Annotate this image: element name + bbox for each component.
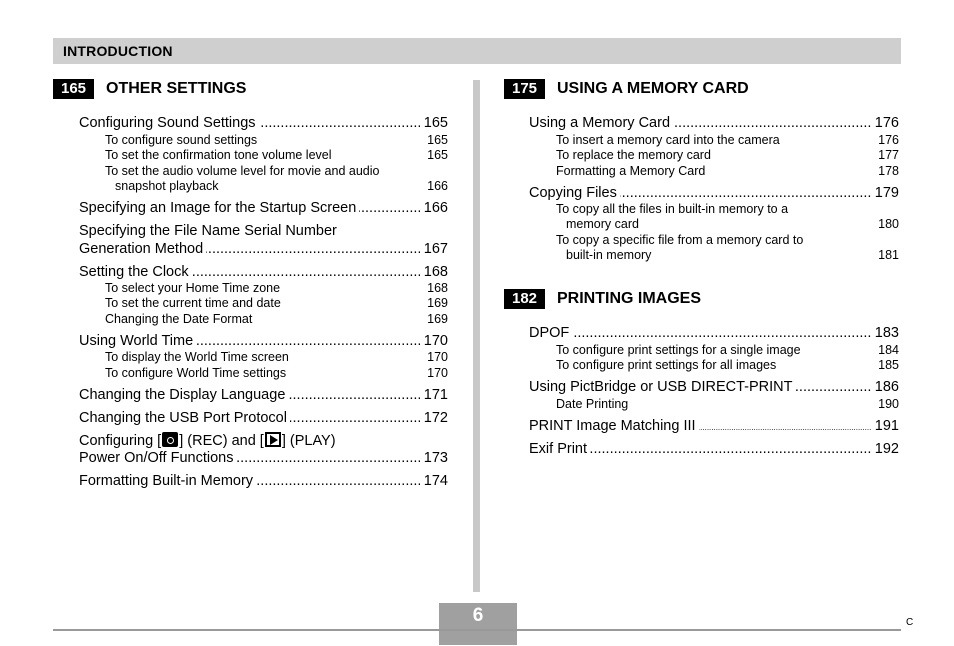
toc-entry-continued[interactable] bbox=[79, 450, 448, 468]
toc-subentry[interactable] bbox=[556, 397, 899, 412]
toc-entry-page: 178 bbox=[874, 164, 899, 178]
toc-entry-page: 177 bbox=[874, 148, 899, 162]
corner-mark: C bbox=[906, 617, 914, 628]
toc-entry-page: 183 bbox=[871, 325, 899, 341]
section-page-badge: 175 bbox=[504, 79, 545, 99]
section-title: USING A MEMORY CARD bbox=[557, 80, 749, 97]
toc-entry-page: 179 bbox=[871, 185, 899, 201]
toc-entry-label: Exif Print bbox=[529, 441, 590, 457]
toc-entry-label: Using PictBridge or USB DIRECT-PRINT bbox=[529, 379, 795, 395]
toc-entry-page: 169 bbox=[423, 296, 448, 310]
toc-subentry[interactable] bbox=[105, 148, 448, 163]
toc-entry-label: Configuring Sound Settings bbox=[79, 115, 259, 131]
toc-entry-label: To insert a memory card into the camera bbox=[556, 133, 783, 147]
toc-entry-page: 168 bbox=[423, 281, 448, 295]
toc-entry-page: 191 bbox=[871, 418, 899, 434]
toc-entry-page: 171 bbox=[420, 387, 448, 403]
toc-entry[interactable] bbox=[79, 387, 448, 405]
toc-entry[interactable] bbox=[79, 115, 448, 133]
column-divider bbox=[473, 80, 480, 592]
toc-entry-page: 180 bbox=[874, 217, 899, 231]
toc-entry-label: DPOF bbox=[529, 325, 572, 341]
toc-entry-label: To set the confirmation tone volume level bbox=[105, 148, 335, 162]
toc-subentry[interactable] bbox=[105, 133, 448, 148]
toc-entry-label: Changing the USB Port Protocol bbox=[79, 410, 290, 426]
toc-entry-page: 174 bbox=[420, 473, 448, 489]
toc-entry-label: Formatting a Memory Card bbox=[556, 164, 708, 178]
section-page-badge: 182 bbox=[504, 289, 545, 309]
toc-subentry[interactable] bbox=[556, 202, 899, 217]
toc-entry-page: 165 bbox=[420, 115, 448, 131]
toc-entry-page: 181 bbox=[874, 248, 899, 262]
toc-subentry-continued[interactable] bbox=[115, 179, 448, 194]
section-page-badge: 165 bbox=[53, 79, 94, 99]
toc-entry-label: To replace the memory card bbox=[556, 148, 714, 162]
toc-entry-label: To set the current time and date bbox=[105, 296, 284, 310]
page-number-tab-lower bbox=[439, 631, 517, 645]
camera-icon bbox=[162, 432, 178, 447]
toc-entry-label: To set the audio volume level for movie and audio bbox=[105, 164, 382, 178]
toc-entry[interactable] bbox=[529, 418, 899, 436]
toc-entry-label-part: Configuring [ bbox=[79, 433, 162, 449]
toc-entry-page: 167 bbox=[420, 241, 448, 257]
toc-subentry[interactable] bbox=[105, 164, 448, 179]
toc-entry-label: Specifying the File Name Serial Number bbox=[79, 223, 340, 239]
toc-entry-label: To select your Home Time zone bbox=[105, 281, 283, 295]
toc-entry-page: 170 bbox=[423, 366, 448, 380]
section-heading-printing-images[interactable] bbox=[504, 289, 894, 309]
toc-entry-label: Setting the Clock bbox=[79, 264, 192, 280]
toc-entry-page: 190 bbox=[874, 397, 899, 411]
toc-entry-label: PRINT Image Matching III bbox=[529, 418, 699, 434]
toc-entry-label: Specifying an Image for the Startup Screen bbox=[79, 200, 359, 216]
toc-entry-page: 184 bbox=[874, 343, 899, 357]
toc-entry-page: 170 bbox=[420, 333, 448, 349]
toc-entry-label: Generation Method bbox=[79, 241, 206, 257]
page-number: 6 bbox=[439, 603, 517, 629]
toc-entry-label: Formatting Built-in Memory bbox=[79, 473, 256, 489]
toc-entry-continued[interactable] bbox=[79, 241, 448, 259]
toc-entry-page: 165 bbox=[423, 133, 448, 147]
toc-entry[interactable] bbox=[79, 432, 448, 450]
toc-entry-label: Using a Memory Card bbox=[529, 115, 673, 131]
page-number-tab bbox=[439, 603, 517, 645]
toc-entry-page: 192 bbox=[871, 441, 899, 457]
toc-entry-label-part: ] (PLAY) bbox=[281, 433, 336, 449]
toc-subentry[interactable] bbox=[556, 148, 899, 163]
toc-entry-page: 169 bbox=[423, 312, 448, 326]
toc-entry-page: 166 bbox=[423, 179, 448, 193]
toc-entry-label-part: ] (REC) and [ bbox=[179, 433, 264, 449]
toc-entry-label: Using World Time bbox=[79, 333, 196, 349]
section-heading-other-settings[interactable] bbox=[53, 79, 453, 99]
toc-entry[interactable] bbox=[529, 325, 899, 343]
toc-entry-page: 165 bbox=[423, 148, 448, 162]
toc-entry-page: 186 bbox=[871, 379, 899, 395]
toc-entry[interactable] bbox=[79, 410, 448, 428]
toc-entry-label: To configure sound settings bbox=[105, 133, 260, 147]
toc-entry-label: To copy a specific file from a memory card to bbox=[556, 233, 806, 247]
toc-subentry[interactable] bbox=[556, 164, 899, 179]
toc-entry[interactable] bbox=[529, 185, 899, 203]
toc-entry-label: Changing the Date Format bbox=[105, 312, 255, 326]
toc-entry-label: To configure print settings for all images bbox=[556, 358, 779, 372]
section-title: OTHER SETTINGS bbox=[106, 80, 247, 97]
toc-entry-page: 168 bbox=[420, 264, 448, 280]
toc-entry-page: 176 bbox=[874, 133, 899, 147]
toc-subentry[interactable] bbox=[556, 233, 899, 248]
toc-entry-page: 173 bbox=[420, 450, 448, 466]
toc-subentry[interactable] bbox=[105, 281, 448, 296]
toc-entry-page: 166 bbox=[420, 200, 448, 216]
toc-subentry[interactable] bbox=[556, 133, 899, 148]
toc-entry-page: 185 bbox=[874, 358, 899, 372]
page-title: INTRODUCTION bbox=[63, 43, 173, 59]
toc-entry-label: To configure print settings for a single image bbox=[556, 343, 804, 357]
toc-subentry[interactable] bbox=[105, 350, 448, 365]
toc-subentry[interactable] bbox=[556, 358, 899, 373]
toc-subentry[interactable] bbox=[105, 312, 448, 327]
toc-entry-page: 170 bbox=[423, 350, 448, 364]
toc-entry[interactable] bbox=[79, 473, 448, 491]
toc-entry-label: Date Printing bbox=[556, 397, 631, 411]
toc-entry-label: Changing the Display Language bbox=[79, 387, 288, 403]
toc-entry-label: To display the World Time screen bbox=[105, 350, 292, 364]
toc-entry[interactable] bbox=[529, 379, 899, 397]
toc-entry[interactable] bbox=[79, 333, 448, 351]
toc-subentry[interactable] bbox=[556, 343, 899, 358]
section-title: PRINTING IMAGES bbox=[557, 290, 702, 307]
toc-entry[interactable] bbox=[79, 264, 448, 282]
toc-entry-label: Power On/Off Functions bbox=[79, 450, 236, 466]
toc-entry[interactable] bbox=[529, 115, 899, 133]
toc-entry-label: memory card bbox=[566, 217, 642, 231]
section-heading-using-a-memory-card[interactable] bbox=[504, 79, 894, 99]
toc-subentry-continued[interactable] bbox=[566, 248, 899, 263]
toc-entry-label: To copy all the files in built-in memory to a bbox=[556, 202, 791, 216]
toc-subentry[interactable] bbox=[105, 296, 448, 311]
toc-entry-label: built-in memory bbox=[566, 248, 654, 262]
toc-entry[interactable] bbox=[529, 441, 899, 459]
toc-entry[interactable] bbox=[79, 223, 448, 241]
toc-entry-label: To configure World Time settings bbox=[105, 366, 289, 380]
toc-entry[interactable] bbox=[79, 200, 448, 218]
toc-entry-page: 172 bbox=[420, 410, 448, 426]
toc-subentry[interactable] bbox=[105, 366, 448, 381]
toc-subentry-continued[interactable] bbox=[566, 217, 899, 232]
play-icon bbox=[265, 432, 281, 447]
toc-entry-page: 176 bbox=[871, 115, 899, 131]
toc-entry-label: Copying Files bbox=[529, 185, 620, 201]
header-bar bbox=[53, 38, 901, 64]
toc-entry-label: snapshot playback bbox=[115, 179, 222, 193]
